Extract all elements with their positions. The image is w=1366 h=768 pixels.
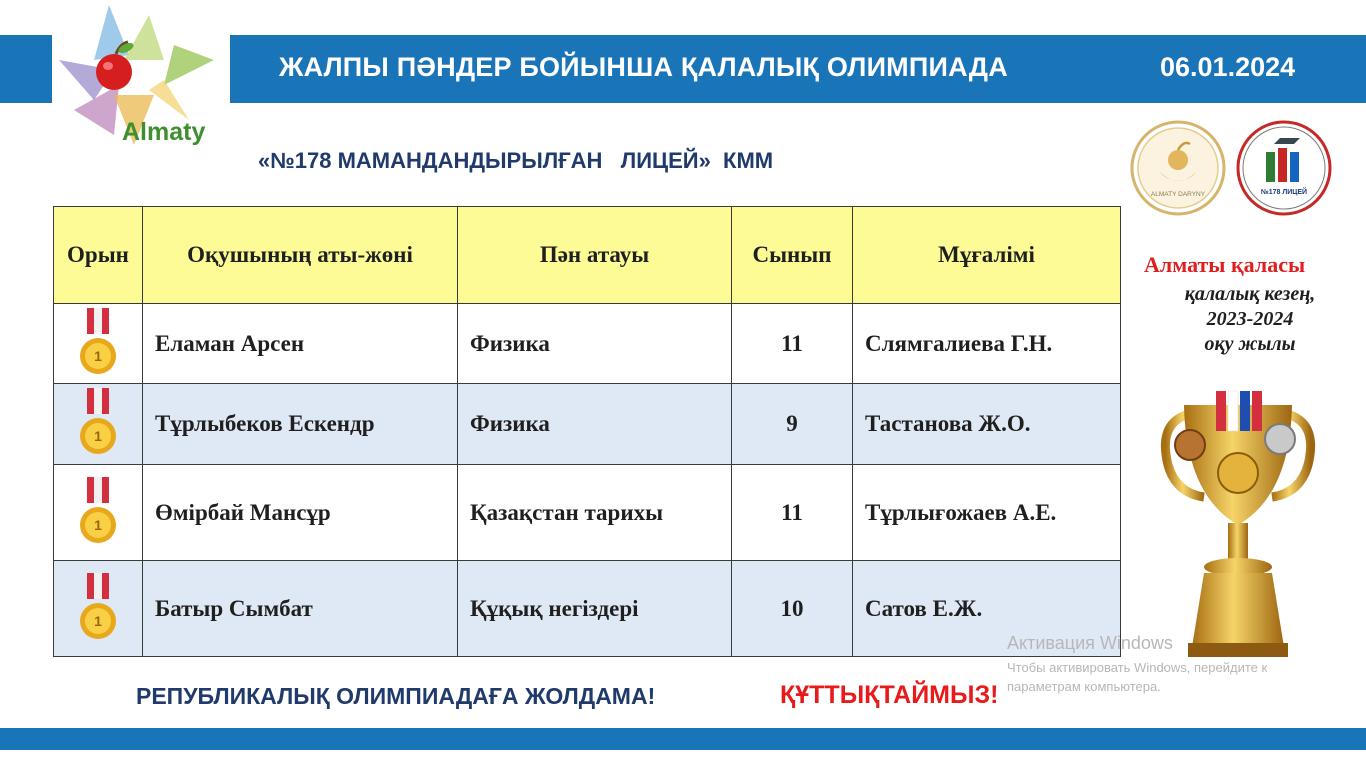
- watermark-title: Активация Windows: [1007, 633, 1173, 653]
- teacher-cell: Тұрлығожаев А.Е.: [853, 465, 1121, 561]
- trophy-cup-icon: [1158, 385, 1318, 660]
- subject-cell: Физика: [458, 384, 732, 465]
- teacher-cell: Сатов Е.Ж.: [853, 561, 1121, 657]
- gold-medal-icon: [78, 573, 118, 645]
- school-name: «№178 МАМАНДАНДЫРЫЛҒАН ЛИЦЕЙ» КММ: [258, 148, 774, 173]
- medal-number: 1: [94, 612, 102, 629]
- student-cell: Батыр Сымбат: [143, 561, 458, 657]
- table-row: [54, 304, 1121, 384]
- grade-cell: 9: [732, 384, 853, 465]
- header-teacher: Мұғалімі: [853, 207, 1121, 304]
- header-grade: Сынып: [732, 207, 853, 304]
- header-date: 06.01.2024: [1160, 52, 1296, 82]
- place-cell: [54, 384, 143, 465]
- footer-referral-text: РЕПУБЛИКАЛЫҚ ОЛИМПИАДАҒА ЖОЛДАМА!: [136, 683, 656, 709]
- header-title: ЖАЛПЫ ПӘНДЕР БОЙЫНША ҚАЛАЛЫҚ ОЛИМПИАДА: [279, 52, 1008, 82]
- table-row: [54, 384, 1121, 465]
- place-cell: [54, 561, 143, 657]
- lyceum-178-emblem-icon: [1236, 120, 1332, 216]
- student-cell: Тұрлыбеков Ескендр: [143, 384, 458, 465]
- subject-cell: Құқық негіздері: [458, 561, 732, 657]
- side-line-2: 2023-2024: [1206, 308, 1294, 330]
- medal-number: 1: [94, 347, 102, 364]
- place-cell: [54, 465, 143, 561]
- header-place: Орын: [54, 207, 143, 304]
- teacher-cell: Слямгалиева Г.Н.: [853, 304, 1121, 384]
- subject-cell: Қазақстан тарихы: [458, 465, 732, 561]
- side-caption: [1150, 282, 1350, 357]
- header-student: Оқушының аты-жөні: [143, 207, 458, 304]
- header-subject: Пән атауы: [458, 207, 732, 304]
- results-table: [53, 206, 1121, 657]
- grade-cell: 10: [732, 561, 853, 657]
- gold-medal-icon: [78, 388, 118, 460]
- subject-cell: Физика: [458, 304, 732, 384]
- teacher-cell: Тастанова Ж.О.: [853, 384, 1121, 465]
- bottom-bar: [0, 728, 1366, 750]
- medal-number: 1: [94, 516, 102, 533]
- grade-cell: 11: [732, 304, 853, 384]
- place-cell: [54, 304, 143, 384]
- gold-medal-icon: [78, 477, 118, 549]
- almaty-daryny-emblem-icon: [1130, 120, 1226, 216]
- table-row: [54, 465, 1121, 561]
- gold-medal-icon: [78, 308, 118, 380]
- emblem2-text: №178 ЛИЦЕЙ: [1260, 189, 1308, 196]
- footer-congrats-text: ҚҰТТЫҚТАЙМЫЗ!: [780, 681, 999, 709]
- logo-text: Almaty: [122, 118, 206, 146]
- grade-cell: 11: [732, 465, 853, 561]
- watermark-text: Чтобы активировать Windows, перейдите к параметрам компьютера.: [1007, 660, 1268, 694]
- header-bar-left: [0, 35, 52, 103]
- side-line-3: оқу жылы: [1204, 333, 1296, 355]
- side-line-1: қалалық кезең,: [1184, 283, 1316, 305]
- student-cell: Өмірбай Мансұр: [143, 465, 458, 561]
- side-city: Алматы қаласы: [1144, 252, 1306, 277]
- student-cell: Еламан Арсен: [143, 304, 458, 384]
- table-header-row: [54, 207, 1121, 304]
- table-row: [54, 561, 1121, 657]
- medal-number: 1: [94, 428, 102, 444]
- emblem1-text: ALMATY DARYNY: [1150, 191, 1206, 198]
